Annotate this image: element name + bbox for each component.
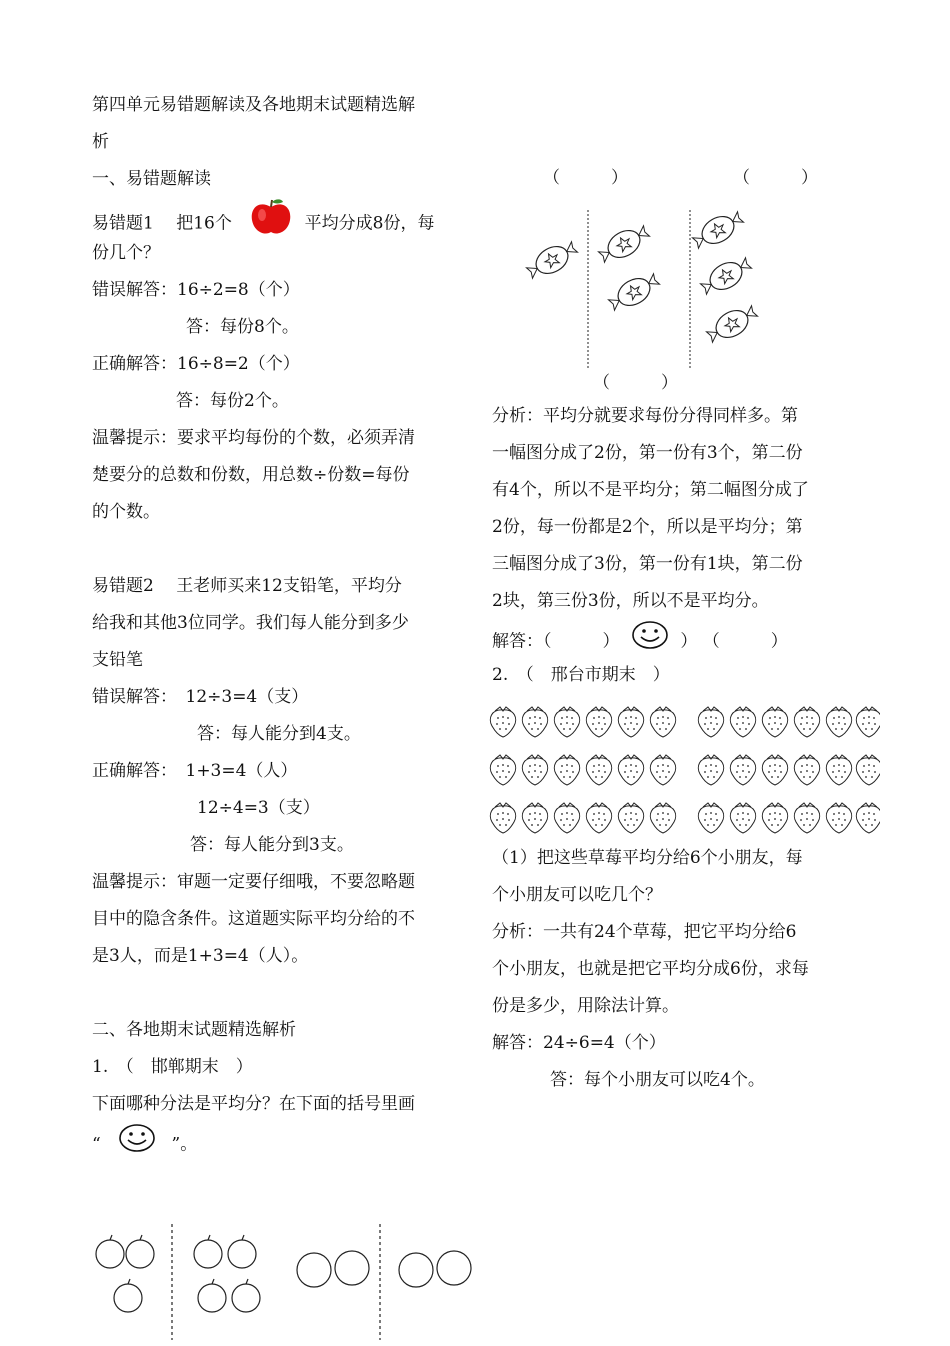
q2-tip-2: 目中的隐含条件。这道题实际平均分给的不	[92, 909, 415, 929]
q1-tip-3: 的个数。	[92, 502, 160, 522]
oranges-figure	[90, 1222, 480, 1342]
p2-answer-text: 答：每个小朋友可以吃4个。	[550, 1070, 765, 1090]
p2-answer: 解答：24÷6=4（个）	[492, 1033, 666, 1053]
strawberry-icon	[554, 755, 579, 785]
section-heading-1: 一、易错题解读	[92, 169, 211, 189]
doc-title-line-2: 析	[92, 132, 109, 152]
apple-icon	[249, 198, 293, 250]
q2-line-1: 易错题2 王老师买来12支铅笔，平均分	[92, 576, 402, 596]
p2-label: 2. （ 邢台市期末 ）	[492, 665, 670, 685]
strawberry-icon	[522, 755, 547, 785]
strawberry-icon	[762, 707, 787, 737]
analysis-5: 三幅图分成了3份，第一份有1块，第二份	[492, 554, 803, 574]
strawberry-icon	[762, 755, 787, 785]
q1-right: 正确解答：16÷8=2（个）	[92, 354, 300, 374]
q1-wrong-answer: 答：每份8个。	[186, 317, 299, 337]
analysis-2: 一幅图分成了2份，第一份有3个，第二份	[492, 443, 803, 463]
p2-question-1: （1）把这些草莓平均分给6个小朋友，每	[492, 848, 803, 868]
q1-prefix: 易错题1 把16个	[92, 213, 232, 234]
p1-question: 下面哪种分法是平均分？在下面的括号里画	[92, 1094, 415, 1114]
strawberry-icon	[522, 803, 547, 833]
quote-open: “	[92, 1134, 101, 1155]
p2-question-2: 个小朋友可以吃几个？	[492, 885, 662, 905]
analysis-3: 有4个，所以不是平均分；第二幅图分成了	[492, 480, 809, 500]
q2-line-2: 给我和其他3位同学。我们每人能分到多少	[92, 613, 409, 633]
strawberry-icon	[650, 755, 675, 785]
strawberry-icon	[522, 707, 547, 737]
p1-quote-line	[92, 1123, 467, 1160]
q2-wrong: 错误解答： 12÷3=4（支）	[92, 687, 309, 707]
answer-blank-3: （ ）	[702, 631, 788, 652]
q1-tip-2: 楚要分的总数和份数，用总数÷份数=每份	[92, 465, 410, 485]
strawberry-icon	[586, 755, 611, 785]
strawberry-icon	[794, 803, 819, 833]
p2-analysis-2: 个小朋友，也就是把它平均分成6份，求每	[492, 959, 809, 979]
q2-line-3: 支铅笔	[92, 650, 143, 670]
strawberry-icon	[618, 803, 643, 833]
q2-tip-1: 温馨提示：审题一定要仔细哦，不要忽略题	[92, 872, 415, 892]
q2-right-answer: 答：每人能分到3支。	[190, 835, 354, 855]
analysis-1: 分析：平均分就要求每份分得同样多。第	[492, 406, 798, 426]
q1-suffix: 平均分成8份，每	[304, 213, 435, 234]
analysis-4: 2份，每一份都是2个，所以是平均分；第	[492, 517, 803, 537]
strawberry-icon	[826, 803, 851, 833]
answer-blank-2-close: ）	[680, 631, 698, 652]
strawberry-icon	[586, 803, 611, 833]
strawberry-icon	[826, 755, 851, 785]
quote-close: ”。	[171, 1134, 198, 1155]
analysis-6: 2块，第三份3份，所以不是平均分。	[492, 591, 769, 611]
q2-right-1: 正确解答： 1+3=4（人）	[92, 761, 298, 781]
strawberry-icon	[856, 803, 880, 833]
doc-title-line-1: 第四单元易错题解读及各地期末试题精选解	[92, 95, 415, 115]
p2-analysis-1: 分析：一共有24个草莓，把它平均分给6	[492, 922, 797, 942]
strawberry-icon	[826, 707, 851, 737]
strawberry-icon	[698, 803, 723, 833]
paren-blank-3[interactable]: （ ）	[593, 373, 678, 393]
strawberry-icon	[650, 707, 675, 737]
strawberry-icon	[698, 755, 723, 785]
q2-wrong-answer: 答：每人能分到4支。	[197, 724, 361, 744]
strawberry-icon	[618, 707, 643, 737]
paren-blank-2[interactable]: （ ）	[733, 168, 818, 188]
strawberries-figure	[488, 703, 880, 837]
strawberry-icon	[794, 707, 819, 737]
strawberry-icon	[490, 803, 515, 833]
q2-tip-3: 是3人，而是1+3=4（人）。	[92, 946, 309, 966]
p1-answer-line	[492, 620, 862, 657]
left-column	[92, 87, 467, 1160]
candy-figure	[520, 200, 780, 370]
strawberry-icon	[762, 803, 787, 833]
q1-tip-1: 温馨提示：要求平均每份的个数，必须弄清	[92, 428, 415, 448]
strawberry-icon	[490, 755, 515, 785]
strawberry-icon	[698, 707, 723, 737]
strawberry-icon	[730, 803, 755, 833]
strawberry-icon	[554, 803, 579, 833]
section-heading-2: 二、各地期末试题精选解析	[92, 1020, 296, 1040]
smiley-icon	[118, 1123, 156, 1167]
strawberry-icon	[794, 755, 819, 785]
strawberry-icon	[490, 707, 515, 737]
strawberry-icon	[856, 707, 880, 737]
p1-label: 1. （ 邯郸期末 ）	[92, 1057, 253, 1077]
strawberry-icon	[730, 755, 755, 785]
strawberry-icon	[650, 803, 675, 833]
paren-blank-1[interactable]: （ ）	[543, 168, 628, 188]
q1-right-answer: 答：每份2个。	[176, 391, 289, 411]
q1-wrong: 错误解答：16÷2=8（个）	[92, 280, 300, 300]
strawberry-icon	[856, 755, 880, 785]
q1-line-2: 份几个？	[92, 243, 160, 263]
strawberry-icon	[554, 707, 579, 737]
p2-analysis-3: 份是多少，用除法计算。	[492, 996, 679, 1016]
strawberry-icon	[586, 707, 611, 737]
strawberry-icon	[618, 755, 643, 785]
q1-line-1	[92, 198, 467, 235]
q2-right-2: 12÷4=3（支）	[197, 798, 320, 818]
strawberry-icon	[730, 707, 755, 737]
answer-blank-1: 解答：（ ）	[492, 631, 620, 652]
